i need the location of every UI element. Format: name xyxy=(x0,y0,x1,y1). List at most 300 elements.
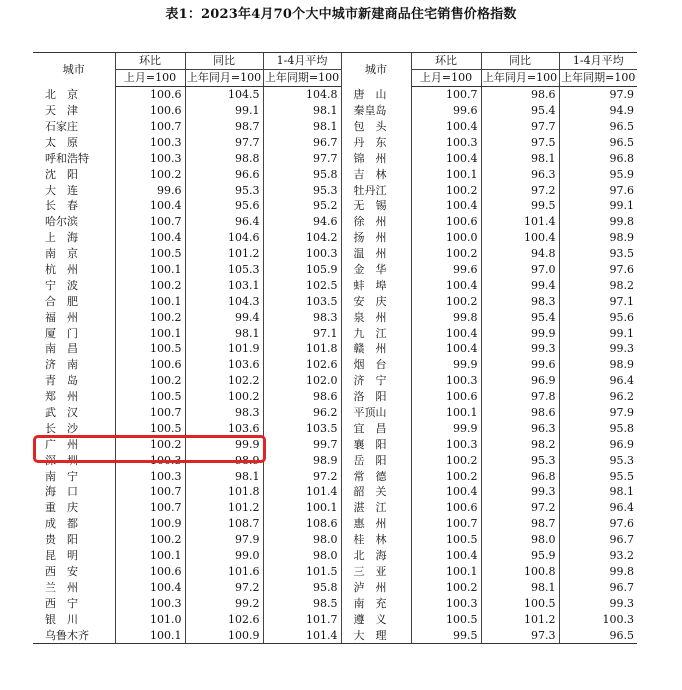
left-city-cell: 海 口 xyxy=(45,485,78,499)
right-mom-cell: 100.1 xyxy=(411,564,481,580)
right-yoy-cell: 98.3 xyxy=(481,293,559,309)
left-city-cell: 南 昌 xyxy=(45,342,78,356)
right-avg-cell: 99.8 xyxy=(559,564,637,580)
left-avg-cell: 95.3 xyxy=(263,182,341,198)
right-city-cell: 泸 州 xyxy=(341,579,411,595)
right-avg-cell: 98.1 xyxy=(559,484,637,500)
right-mom-cell: 100.6 xyxy=(411,500,481,516)
right-yoy-cell: 98.6 xyxy=(481,86,559,102)
left-city-cell: 西 安 xyxy=(45,564,78,578)
left-avg-cell: 102.0 xyxy=(263,373,341,389)
right-mom-cell: 100.2 xyxy=(411,579,481,595)
right-avg-cell: 96.9 xyxy=(559,436,637,452)
left-mom-cell: 100.4 xyxy=(115,579,185,595)
right-avg-cell: 97.6 xyxy=(559,262,637,278)
table-row xyxy=(33,627,637,643)
left-mom-cell: 100.4 xyxy=(115,198,185,214)
table-row xyxy=(33,150,637,166)
left-avg-cell: 101.5 xyxy=(263,564,341,580)
right-avg-cell: 95.6 xyxy=(559,309,637,325)
table-row xyxy=(33,405,637,421)
left-mom-cell: 100.7 xyxy=(115,214,185,230)
left-avg-cell: 101.4 xyxy=(263,484,341,500)
left-avg-cell: 103.5 xyxy=(263,420,341,436)
left-avg-cell: 96.2 xyxy=(263,405,341,421)
right-yoy-cell: 97.3 xyxy=(481,627,559,643)
table-row xyxy=(33,103,637,119)
left-avg-cell: 96.7 xyxy=(263,134,341,150)
right-yoy-cell: 100.5 xyxy=(481,595,559,611)
table-row xyxy=(33,166,637,182)
left-avg-cell: 104.2 xyxy=(263,230,341,246)
right-avg-cell: 95.9 xyxy=(559,166,637,182)
right-city-cell: 秦皇岛 xyxy=(341,103,411,119)
table-row xyxy=(33,230,637,246)
left-yoy-cell: 103.6 xyxy=(185,357,263,373)
right-avg-cell: 98.9 xyxy=(559,357,637,373)
right-avg-cell: 98.2 xyxy=(559,277,637,293)
left-yoy-cell: 99.1 xyxy=(185,103,263,119)
left-mom-cell: 100.2 xyxy=(115,277,185,293)
right-mom-cell: 99.9 xyxy=(411,357,481,373)
right-city-cell: 无 锡 xyxy=(341,198,411,214)
left-mom-cell: 101.0 xyxy=(115,611,185,627)
left-avg-cell: 99.7 xyxy=(263,436,341,452)
table-row xyxy=(33,579,637,595)
right-city-cell: 襄 阳 xyxy=(341,436,411,452)
right-city-cell: 丹 东 xyxy=(341,134,411,150)
right-avg-cell: 97.6 xyxy=(559,182,637,198)
right-mom-cell: 100.7 xyxy=(411,86,481,102)
right-avg-cell: 100.3 xyxy=(559,611,637,627)
right-mom-cell: 99.5 xyxy=(411,627,481,643)
right-mom-cell: 100.2 xyxy=(411,452,481,468)
left-avg-cell: 100.3 xyxy=(263,246,341,262)
left-yoy-cell: 100.9 xyxy=(185,627,263,643)
right-yoy-cell: 99.9 xyxy=(481,325,559,341)
header-yoy-base-left: 上年同月=100 xyxy=(186,71,262,85)
left-avg-cell: 98.0 xyxy=(263,548,341,564)
right-yoy-cell: 97.7 xyxy=(481,119,559,135)
right-avg-cell: 94.9 xyxy=(559,103,637,119)
left-yoy-cell: 101.8 xyxy=(185,484,263,500)
right-yoy-cell: 97.2 xyxy=(481,500,559,516)
table-row xyxy=(33,389,637,405)
left-avg-cell: 102.5 xyxy=(263,277,341,293)
left-mom-cell: 100.5 xyxy=(115,246,185,262)
table-row xyxy=(33,595,637,611)
left-avg-cell: 94.6 xyxy=(263,214,341,230)
right-yoy-cell: 100.4 xyxy=(481,230,559,246)
table-row xyxy=(33,246,637,262)
right-yoy-cell: 96.3 xyxy=(481,420,559,436)
right-yoy-cell: 100.8 xyxy=(481,564,559,580)
right-mom-cell: 100.5 xyxy=(411,611,481,627)
left-mom-cell: 100.2 xyxy=(115,373,185,389)
left-yoy-cell: 108.7 xyxy=(185,516,263,532)
right-yoy-cell: 98.0 xyxy=(481,532,559,548)
right-mom-cell: 100.5 xyxy=(411,532,481,548)
left-city-cell: 成 都 xyxy=(45,517,78,531)
right-yoy-cell: 99.3 xyxy=(481,484,559,500)
left-mom-cell: 100.7 xyxy=(115,119,185,135)
right-city-cell: 温 州 xyxy=(341,246,411,262)
left-mom-cell: 100.1 xyxy=(115,262,185,278)
left-yoy-cell: 105.3 xyxy=(185,262,263,278)
left-avg-cell: 95.2 xyxy=(263,198,341,214)
right-yoy-cell: 95.9 xyxy=(481,548,559,564)
right-city-cell: 北 海 xyxy=(341,548,411,564)
right-city-cell: 惠 州 xyxy=(341,516,411,532)
left-mom-cell: 100.2 xyxy=(115,436,185,452)
header-avg-base-right: 上年同期=100 xyxy=(559,69,637,86)
right-avg-cell: 93.5 xyxy=(559,246,637,262)
right-city-cell: 桂 林 xyxy=(341,532,411,548)
left-yoy-cell: 96.4 xyxy=(185,214,263,230)
left-city-cell: 北 京 xyxy=(45,87,78,101)
left-mom-cell: 100.2 xyxy=(115,309,185,325)
left-city-cell: 广 州 xyxy=(45,437,78,451)
left-avg-cell: 100.1 xyxy=(263,500,341,516)
right-city-cell: 九 江 xyxy=(341,325,411,341)
left-mom-cell: 100.3 xyxy=(115,595,185,611)
right-city-cell: 大 理 xyxy=(341,627,411,643)
right-avg-cell: 99.1 xyxy=(559,198,637,214)
right-mom-cell: 100.3 xyxy=(411,595,481,611)
header-avg-base-left: 上年同期=100 xyxy=(264,71,340,85)
left-mom-cell: 100.2 xyxy=(115,532,185,548)
right-city-cell: 金 华 xyxy=(341,262,411,278)
left-city-cell: 郑 州 xyxy=(45,390,78,404)
right-yoy-cell: 101.4 xyxy=(481,214,559,230)
right-city-cell: 赣 州 xyxy=(341,341,411,357)
right-city-cell: 平顶山 xyxy=(341,405,411,421)
left-mom-cell: 100.6 xyxy=(115,357,185,373)
right-mom-cell: 100.4 xyxy=(411,325,481,341)
right-avg-cell: 97.6 xyxy=(559,516,637,532)
left-city-cell: 兰 州 xyxy=(45,580,78,594)
right-mom-cell: 100.4 xyxy=(411,198,481,214)
left-city-cell: 银 川 xyxy=(45,612,78,626)
right-mom-cell: 100.4 xyxy=(411,277,481,293)
left-yoy-cell: 99.0 xyxy=(185,548,263,564)
table-row xyxy=(33,564,637,580)
right-mom-cell: 99.8 xyxy=(411,309,481,325)
left-avg-cell: 98.0 xyxy=(263,532,341,548)
right-mom-cell: 100.3 xyxy=(411,134,481,150)
right-yoy-cell: 95.4 xyxy=(481,309,559,325)
left-mom-cell: 100.1 xyxy=(115,548,185,564)
table-title: 表1：2023年4月70个大中城市新建商品住宅销售价格指数 xyxy=(165,7,517,22)
right-yoy-cell: 98.1 xyxy=(481,150,559,166)
left-city-cell: 福 州 xyxy=(45,310,78,324)
left-avg-cell: 98.5 xyxy=(263,595,341,611)
highlight-box xyxy=(33,435,266,463)
left-avg-cell: 98.1 xyxy=(263,119,341,135)
left-yoy-cell: 104.5 xyxy=(185,86,263,102)
right-yoy-cell: 96.9 xyxy=(481,373,559,389)
right-yoy-cell: 99.5 xyxy=(481,198,559,214)
left-yoy-cell: 99.4 xyxy=(185,309,263,325)
left-avg-cell: 98.6 xyxy=(263,389,341,405)
right-yoy-cell: 97.8 xyxy=(481,389,559,405)
left-avg-cell: 101.4 xyxy=(263,627,341,643)
left-yoy-cell: 101.9 xyxy=(185,341,263,357)
right-avg-cell: 97.9 xyxy=(559,405,637,421)
price-index-table xyxy=(33,52,637,644)
left-yoy-cell: 103.6 xyxy=(185,420,263,436)
right-city-cell: 牡丹江 xyxy=(341,182,411,198)
left-avg-cell: 98.1 xyxy=(263,103,341,119)
left-city-cell: 昆 明 xyxy=(45,549,78,563)
left-avg-cell: 95.8 xyxy=(263,579,341,595)
left-avg-cell: 102.6 xyxy=(263,357,341,373)
header-avg-left: 1-4月平均 xyxy=(263,53,341,70)
left-city-cell: 青 岛 xyxy=(45,374,78,388)
left-mom-cell: 100.3 xyxy=(115,134,185,150)
left-yoy-cell: 100.2 xyxy=(185,389,263,405)
right-yoy-cell: 97.0 xyxy=(481,262,559,278)
right-avg-cell: 99.3 xyxy=(559,341,637,357)
right-avg-cell: 97.9 xyxy=(559,86,637,102)
header-yoy-right: 同比 xyxy=(481,53,559,70)
left-city-cell: 太 原 xyxy=(45,135,78,149)
left-yoy-cell: 98.8 xyxy=(185,150,263,166)
right-yoy-cell: 98.1 xyxy=(481,579,559,595)
table-row xyxy=(33,468,637,484)
right-yoy-cell: 97.5 xyxy=(481,134,559,150)
right-mom-cell: 100.2 xyxy=(411,182,481,198)
right-yoy-cell: 98.6 xyxy=(481,405,559,421)
table-row xyxy=(33,86,637,102)
right-mom-cell: 100.2 xyxy=(411,468,481,484)
right-city-cell: 锦 州 xyxy=(341,150,411,166)
left-mom-cell: 100.1 xyxy=(115,627,185,643)
right-avg-cell: 99.8 xyxy=(559,214,637,230)
left-city-cell: 哈尔滨 xyxy=(45,215,78,229)
table-row xyxy=(33,532,637,548)
table-row xyxy=(33,325,637,341)
table-row xyxy=(33,548,637,564)
left-mom-cell: 100.5 xyxy=(115,420,185,436)
header-mom-base-right: 上月=100 xyxy=(411,69,481,86)
left-avg-cell: 98.9 xyxy=(263,452,341,468)
header-mom-right: 环比 xyxy=(411,53,481,70)
left-avg-cell: 97.7 xyxy=(263,150,341,166)
left-city-cell: 宁 波 xyxy=(45,278,78,292)
right-city-cell: 遵 义 xyxy=(341,611,411,627)
left-yoy-cell: 95.3 xyxy=(185,182,263,198)
left-mom-cell: 100.7 xyxy=(115,500,185,516)
right-avg-cell: 96.8 xyxy=(559,150,637,166)
header-yoy-left: 同比 xyxy=(185,53,263,70)
left-yoy-cell: 103.1 xyxy=(185,277,263,293)
right-avg-cell: 96.4 xyxy=(559,373,637,389)
table-row xyxy=(33,198,637,214)
right-city-cell: 常 德 xyxy=(341,468,411,484)
left-mom-cell: 100.4 xyxy=(115,230,185,246)
left-avg-cell: 97.2 xyxy=(263,468,341,484)
left-yoy-cell: 98.7 xyxy=(185,119,263,135)
right-yoy-cell: 96.3 xyxy=(481,166,559,182)
left-city-cell: 长 春 xyxy=(45,199,78,213)
table-row xyxy=(33,357,637,373)
left-city-cell: 长 沙 xyxy=(45,421,78,435)
right-mom-cell: 100.6 xyxy=(411,389,481,405)
right-yoy-cell: 97.2 xyxy=(481,182,559,198)
right-mom-cell: 100.6 xyxy=(411,214,481,230)
right-avg-cell: 95.3 xyxy=(559,452,637,468)
left-city-cell: 深 圳 xyxy=(45,453,78,467)
right-city-cell: 济 宁 xyxy=(341,373,411,389)
left-yoy-cell: 98.9 xyxy=(185,452,263,468)
right-yoy-cell: 95.4 xyxy=(481,103,559,119)
table-row xyxy=(33,262,637,278)
right-city-cell: 吉 林 xyxy=(341,166,411,182)
left-mom-cell: 100.5 xyxy=(115,389,185,405)
left-yoy-cell: 104.6 xyxy=(185,230,263,246)
right-mom-cell: 100.2 xyxy=(411,293,481,309)
table-row xyxy=(33,420,637,436)
left-yoy-cell: 95.6 xyxy=(185,198,263,214)
table-row xyxy=(33,309,637,325)
left-yoy-cell: 99.2 xyxy=(185,595,263,611)
right-avg-cell: 97.1 xyxy=(559,293,637,309)
left-avg-cell: 108.6 xyxy=(263,516,341,532)
left-mom-cell: 100.1 xyxy=(115,293,185,309)
left-yoy-cell: 102.6 xyxy=(185,611,263,627)
left-mom-cell: 100.6 xyxy=(115,86,185,102)
right-city-cell: 宜 昌 xyxy=(341,420,411,436)
table-row xyxy=(33,611,637,627)
table-body xyxy=(33,86,637,643)
right-avg-cell: 95.8 xyxy=(559,420,637,436)
right-mom-cell: 100.4 xyxy=(411,119,481,135)
right-yoy-cell: 98.2 xyxy=(481,436,559,452)
table-row xyxy=(33,293,637,309)
left-city-cell: 南 京 xyxy=(45,247,78,261)
right-mom-cell: 99.9 xyxy=(411,420,481,436)
right-mom-cell: 100.4 xyxy=(411,484,481,500)
left-city-cell: 厦 门 xyxy=(45,326,78,340)
right-city-cell: 洛 阳 xyxy=(341,389,411,405)
left-city-cell: 济 南 xyxy=(45,358,78,372)
left-yoy-cell: 97.2 xyxy=(185,579,263,595)
right-avg-cell: 96.7 xyxy=(559,579,637,595)
left-city-cell: 乌鲁木齐 xyxy=(33,627,115,643)
left-yoy-cell: 101.2 xyxy=(185,500,263,516)
left-yoy-cell: 102.2 xyxy=(185,373,263,389)
left-yoy-cell: 98.1 xyxy=(185,468,263,484)
right-avg-cell: 95.5 xyxy=(559,468,637,484)
right-avg-cell: 99.3 xyxy=(559,595,637,611)
left-mom-cell: 100.6 xyxy=(115,103,185,119)
left-mom-cell: 100.1 xyxy=(115,325,185,341)
right-yoy-cell: 98.7 xyxy=(481,516,559,532)
right-mom-cell: 100.4 xyxy=(411,548,481,564)
right-avg-cell: 99.1 xyxy=(559,325,637,341)
left-yoy-cell: 104.3 xyxy=(185,293,263,309)
left-yoy-cell: 98.1 xyxy=(185,325,263,341)
right-city-cell: 岳 阳 xyxy=(341,452,411,468)
left-avg-cell: 103.5 xyxy=(263,293,341,309)
right-mom-cell: 100.4 xyxy=(411,150,481,166)
right-yoy-cell: 96.8 xyxy=(481,468,559,484)
right-city-cell: 烟 台 xyxy=(341,357,411,373)
right-city-cell: 安 庆 xyxy=(341,293,411,309)
right-avg-cell: 96.5 xyxy=(559,134,637,150)
left-yoy-cell: 101.2 xyxy=(185,246,263,262)
left-mom-cell: 100.2 xyxy=(115,166,185,182)
right-avg-cell: 96.5 xyxy=(559,627,637,643)
left-city-cell: 南 宁 xyxy=(45,469,78,483)
right-avg-cell: 98.9 xyxy=(559,230,637,246)
right-yoy-cell: 99.3 xyxy=(481,341,559,357)
right-city-cell: 徐 州 xyxy=(341,214,411,230)
header-mom-left: 环比 xyxy=(115,53,185,70)
left-city-cell: 西 宁 xyxy=(45,596,78,610)
left-mom-cell: 100.5 xyxy=(115,341,185,357)
table-row xyxy=(33,500,637,516)
left-city-cell: 天 津 xyxy=(45,104,78,118)
table-row xyxy=(33,277,637,293)
left-avg-cell: 105.9 xyxy=(263,262,341,278)
left-yoy-cell: 98.3 xyxy=(185,405,263,421)
left-avg-cell: 104.8 xyxy=(263,86,341,102)
left-mom-cell: 99.6 xyxy=(115,182,185,198)
right-city-cell: 唐 山 xyxy=(341,86,411,102)
left-city-cell: 合 肥 xyxy=(45,294,78,308)
right-city-cell: 泉 州 xyxy=(341,309,411,325)
left-yoy-cell: 97.7 xyxy=(185,134,263,150)
right-city-cell: 南 充 xyxy=(341,595,411,611)
right-mom-cell: 100.4 xyxy=(411,341,481,357)
right-mom-cell: 100.1 xyxy=(411,166,481,182)
left-mom-cell: 100.3 xyxy=(115,150,185,166)
right-mom-cell: 100.3 xyxy=(411,436,481,452)
left-yoy-cell: 101.6 xyxy=(185,564,263,580)
right-yoy-cell: 99.6 xyxy=(481,357,559,373)
table-row xyxy=(33,214,637,230)
right-city-cell: 韶 关 xyxy=(341,484,411,500)
table-row xyxy=(33,134,637,150)
right-mom-cell: 100.2 xyxy=(411,246,481,262)
left-avg-cell: 97.1 xyxy=(263,325,341,341)
right-mom-cell: 100.3 xyxy=(411,373,481,389)
left-mom-cell: 100.3 xyxy=(115,452,185,468)
table-row xyxy=(33,373,637,389)
right-avg-cell: 96.4 xyxy=(559,500,637,516)
left-city-cell: 重 庆 xyxy=(45,501,78,515)
header-city-left: 城市 xyxy=(33,53,115,87)
right-yoy-cell: 94.8 xyxy=(481,246,559,262)
left-mom-cell: 100.6 xyxy=(115,564,185,580)
table-row xyxy=(33,341,637,357)
left-city-cell: 杭 州 xyxy=(45,263,78,277)
table-row xyxy=(33,182,637,198)
left-city-cell: 大 连 xyxy=(45,183,78,197)
left-avg-cell: 95.8 xyxy=(263,166,341,182)
left-yoy-cell: 96.6 xyxy=(185,166,263,182)
table-row xyxy=(33,119,637,135)
left-mom-cell: 100.7 xyxy=(115,484,185,500)
left-yoy-cell: 97.9 xyxy=(185,532,263,548)
left-city-cell: 沈 阳 xyxy=(45,167,78,181)
right-city-cell: 包 头 xyxy=(341,119,411,135)
table-row xyxy=(33,484,637,500)
left-mom-cell: 100.9 xyxy=(115,516,185,532)
right-mom-cell: 100.0 xyxy=(411,230,481,246)
